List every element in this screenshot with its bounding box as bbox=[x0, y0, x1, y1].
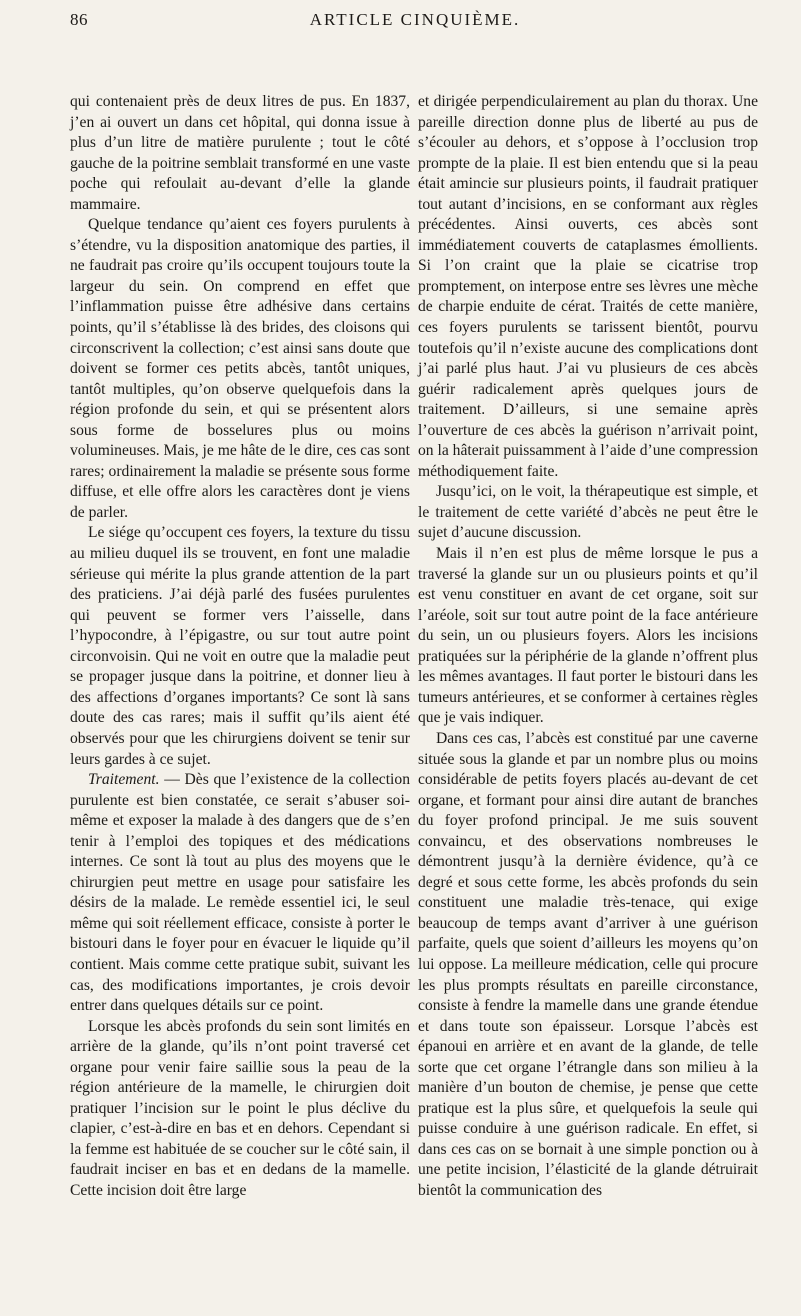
running-head: ARTICLE CINQUIÈME. bbox=[309, 10, 521, 29]
paragraph: Lorsque les abcès profonds du sein sont limités en arrière de la glande, qu’ils n’ont point traversé cet organe pour venir faire saillie sous la peau de la région antérieure de la mamelle, le chirurgien doit pratiquer l’incision sur le point le plus déclive du clapier, c’est-à-dire en bas et en dehors. Cependant si la femme est habituée de se coucher sur le côté sain, il faudrait inciser en bas et en dedans de la mamelle. Cette incision doit être large bbox=[70, 1017, 410, 1199]
paragraph-traitement bbox=[70, 770, 410, 1017]
paragraph: et dirigée perpendiculairement au plan du thorax. Une pareille direction donne plus de liberté au pus de s’écouler au dehors, et s’oppose à l’occlusion trop prompte de la plaie. Il est bien entendu que si la peau était amincie sur plusieurs points, il faudrait pratiquer tout autant d’incisions, en se conformant aux règles précédentes. Ainsi ouverts, ces abcès sont immédiatement couverts de cataplasmes émollients. Si l’on craint que la plaie se cicatrise trop promptement, on interpose entre ses lèvres une mèche de charpie enduite de cérat. Traités de cette manière, ces foyers purulents se tarissent bientôt, pourvu toutefois qu’il n’existe aucune des complications dont j’ai parlé plus haut. J’ai vu plusieurs de ces abcès guérir radicalement après quelques jours de traitement. D’ailleurs, si une semaine après l’ouverture de ces abcès la guérison n’arrivait point, on la hâterait puissamment à l’aide d’une compression méthodiquement faite. bbox=[418, 93, 758, 480]
paragraph: Dans ces cas, l’abcès est constitué par une caverne située sous la glande et par un nombre plus ou moins considérable de petits foyers placés au-devant de cet organe, et formant pour ainsi dire autant de branches du foyer profond principal. Je me suis souvent convaincu, et des observations nombreuses le démontrent jusqu’à la dernière évidence, qu’à ce degré et sous cette forme, les abcès profonds du sein constituent une maladie très-tenace, qui exige beaucoup de temps avant d’arriver à une guérison parfaite, quels que soient d’ailleurs les moyens qu’on lui oppose. La meilleure médication, celle qui procure les plus prompts résultats en pareille circonstance, consiste à fendre la mamelle dans une grande étendue et dans toute son épaisseur. Lorsque l’abcès est épanoui en arrière et en avant de la glande, de telle sorte que cet organe l’étrangle dans son milieu à la manière d’un bouton de chemise, je pense que cette pratique est la plus sûre, et quelquefois la seule qui puisse conduire à une guérison radicale. En effet, si dans ces cas on se bornait à une simple ponction ou à une petite incision, l’élasticité de la glande détruirait bientôt la communication des bbox=[418, 729, 758, 1199]
paragraph: Jusqu’ici, on le voit, la thérapeutique est simple, et le traitement de cette variété d’abcès ne peut être le sujet d’aucune discussion. bbox=[418, 483, 758, 542]
paragraph-text: — Dès que l’existence de la collection purulente est bien constatée, ce serait s’abuser soi-même et exposer la malade à des dangers que de s’en tenir à l’emploi des topiques et des médications internes. Ce sont là tout au plus des moyens que le chirurgien peut mettre en usage pour satisfaire les désirs de la malade. Le remède essentiel ici, le seul même qui soit réellement efficace, consiste à porter le bistouri dans le foyer pour en évacuer le liquide qu’il contient. Mais comme cette pratique subit, suivant les cas, des modifications importantes, je crois devoir entrer dans quelques détails sur ce point. bbox=[70, 771, 410, 1015]
section-label: Traitement. bbox=[88, 771, 160, 789]
paragraph: Quelque tendance qu’aient ces foyers purulents à s’étendre, vu la disposition anatomique des parties, il ne faudrait pas croire qu’ils occupent toujours toute la largeur du sein. On comprend en effet que l’inflammation puisse être adhésive dans certains points, qu’il s’établisse là des brides, des cloisons qui circonscrivent la collection; c’est ainsi sans doute que doivent se former ces petits abcès, tantôt uniques, tantôt multiples, qu’on observe quelquefois dans la région profonde du sein, et qui se présentent alors sous forme de bosselures plus ou moins volumineuses. Mais, je me hâte de le dire, ces cas sont rares; ordinairement la maladie se présente sous forme diffuse, et elle offre alors les caractères dont je viens de parler. bbox=[70, 216, 410, 521]
page-number: 86 bbox=[70, 10, 88, 29]
paragraph: Le siége qu’occupent ces foyers, la texture du tissu au milieu duquel ils se trouvent, en font une maladie sérieuse qui mérite la plus grande attention de la part des praticiens. J’ai déjà parlé des fusées purulentes qui peuvent se former vers l’aisselle, dans l’hypocondre, à l’épigastre, ou sur tout autre point circonvoisin. Qui ne voit en outre que la maladie peut se propager jusque dans la poitrine, et donner lieu à des affections d’organes importants? Ce sont là sans doute des cas rares; mais il suffit qu’ils aient été observés pour que les chirurgiens doivent se tenir sur leurs gardes à ce sujet. bbox=[70, 524, 410, 768]
paragraph: qui contenaient près de deux litres de pus. En 1837, j’en ai ouvert un dans cet hôpital, qui donna issue à plus d’un litre de matière purulente ; tout le côté gauche de la poitrine semblait transformé en une vaste poche qui refoulait au-devant d’elle la glande mammaire. bbox=[70, 93, 410, 213]
paragraph: Mais il n’en est plus de même lorsque le pus a traversé la glande sur un ou plusieurs points et qu’il est venu constituer en avant de cet organe, soit sur l’aréole, soit sur tout autre point de la face antérieure du sein, un ou plusieurs foyers. Alors les incisions pratiquées sur la périphérie de la glande n’offrent plus les mêmes avantages. Il faut porter le bistouri dans les tumeurs antérieures, et se conformer à certaines règles que je vais indiquer. bbox=[418, 545, 758, 727]
page-header bbox=[70, 10, 760, 40]
right-column bbox=[418, 92, 758, 1202]
left-column bbox=[70, 92, 410, 1202]
